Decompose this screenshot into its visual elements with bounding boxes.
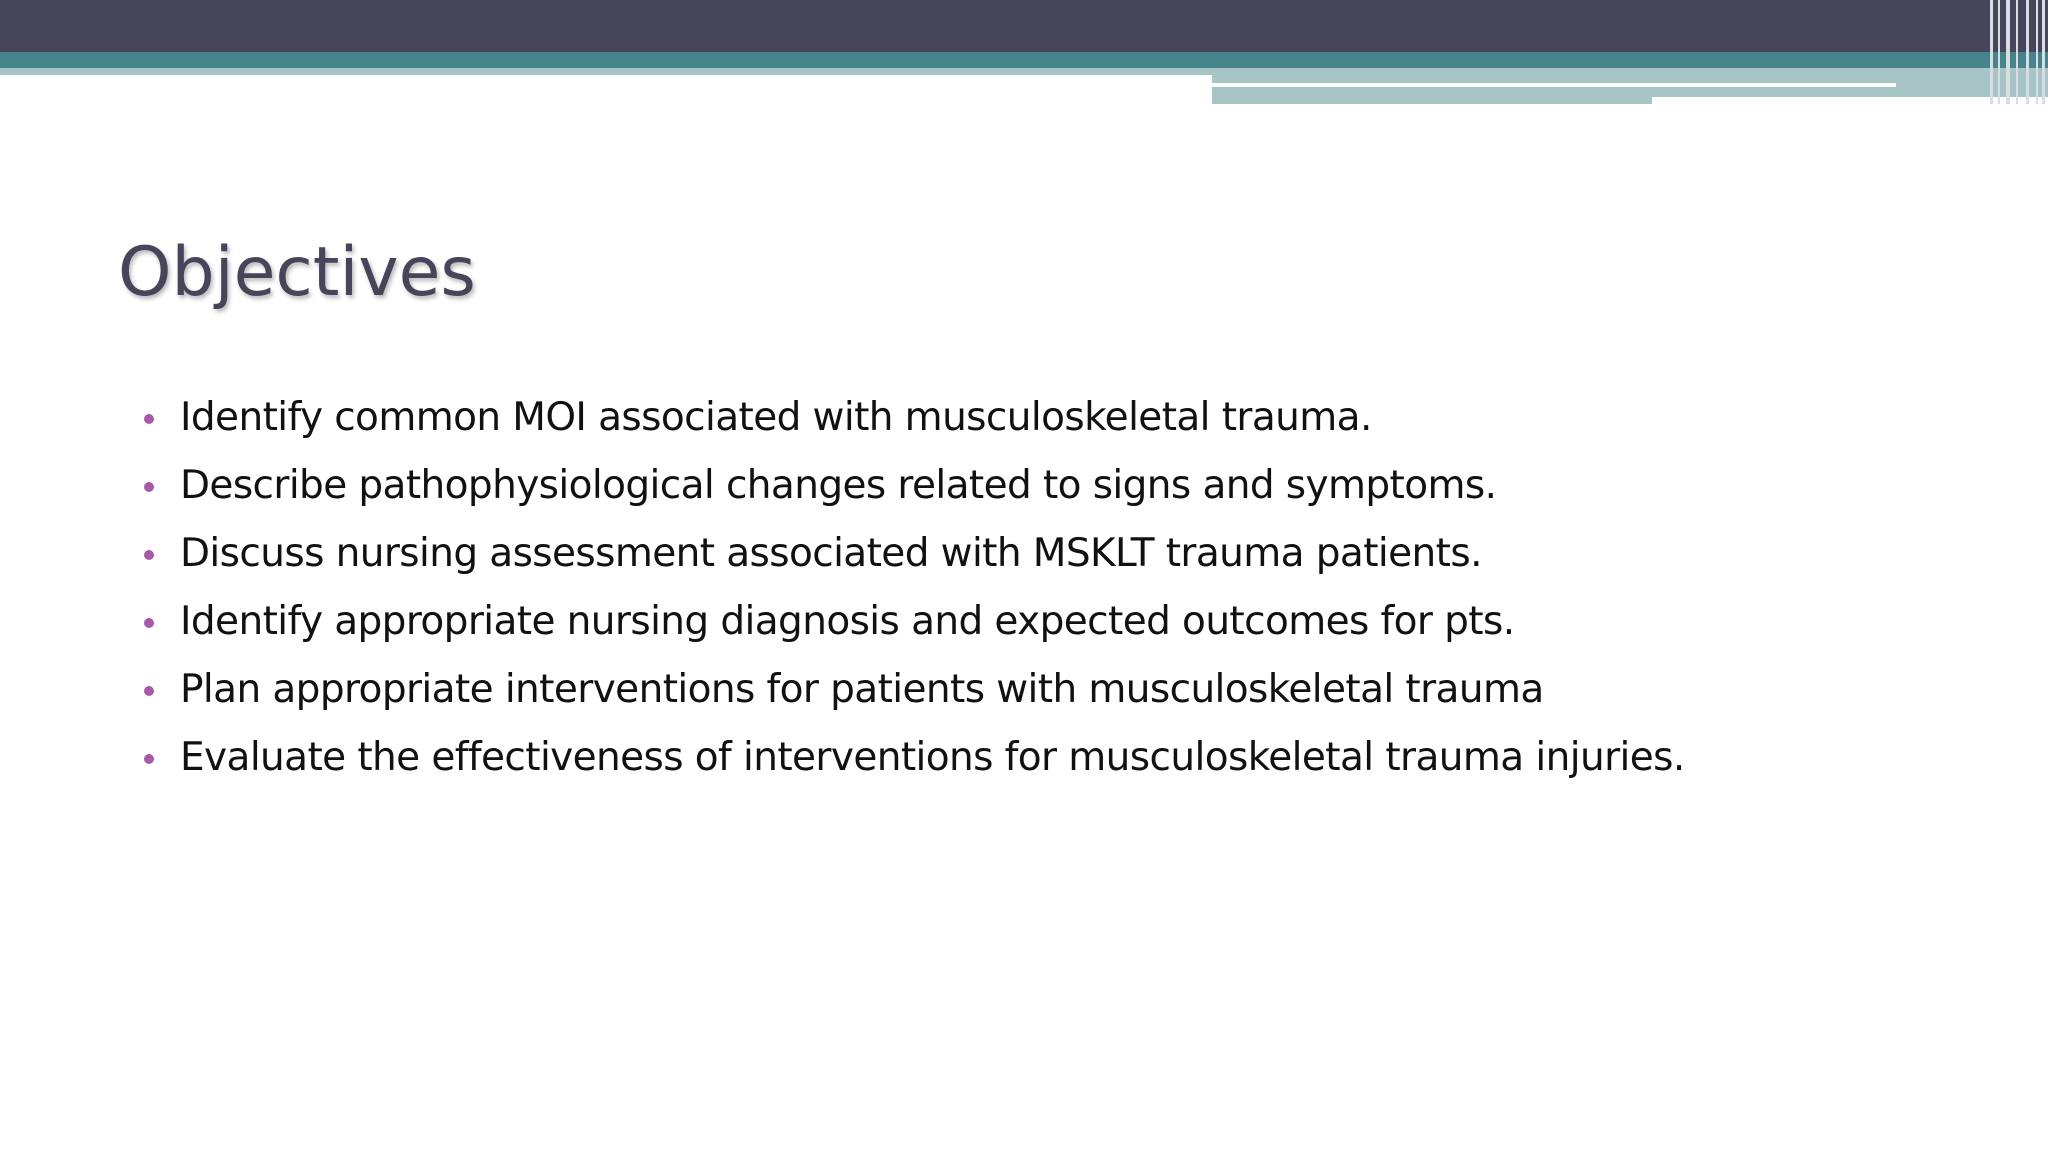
header-band-right-line (1212, 83, 1896, 87)
list-item (136, 452, 1685, 520)
list-item (136, 724, 1685, 792)
list-item (136, 384, 1685, 452)
list-item (136, 588, 1685, 656)
list-item-text: Evaluate the effectiveness of interventions for musculoskeletal trauma injuries. (180, 735, 1685, 780)
bullet-dot-icon (144, 686, 154, 696)
list-item-text: Describe pathophysiological changes related to signs and symptoms. (180, 463, 1497, 508)
list-item (136, 656, 1685, 724)
bullet-dot-icon (144, 550, 154, 560)
bullet-dot-icon (144, 754, 154, 764)
header-band-light-left (0, 68, 1212, 75)
list-item-text: Identify common MOI associated with musculoskeletal trauma. (180, 395, 1372, 440)
header-band-dark (0, 0, 2048, 52)
bullet-dot-icon (144, 414, 154, 424)
bullet-dot-icon (144, 618, 154, 628)
slide-title: Objectives (118, 233, 476, 312)
header-band-teal (0, 52, 2048, 68)
bullet-dot-icon (144, 482, 154, 492)
list-item-text: Discuss nursing assessment associated with MSKLT trauma patients. (180, 531, 1482, 576)
list-item-text: Plan appropriate interventions for patients with musculoskeletal trauma (180, 667, 1544, 712)
objectives-list (136, 384, 1685, 792)
header-stripes-decoration (1982, 0, 2048, 104)
list-item-text: Identify appropriate nursing diagnosis and expected outcomes for pts. (180, 599, 1515, 644)
list-item (136, 520, 1685, 588)
